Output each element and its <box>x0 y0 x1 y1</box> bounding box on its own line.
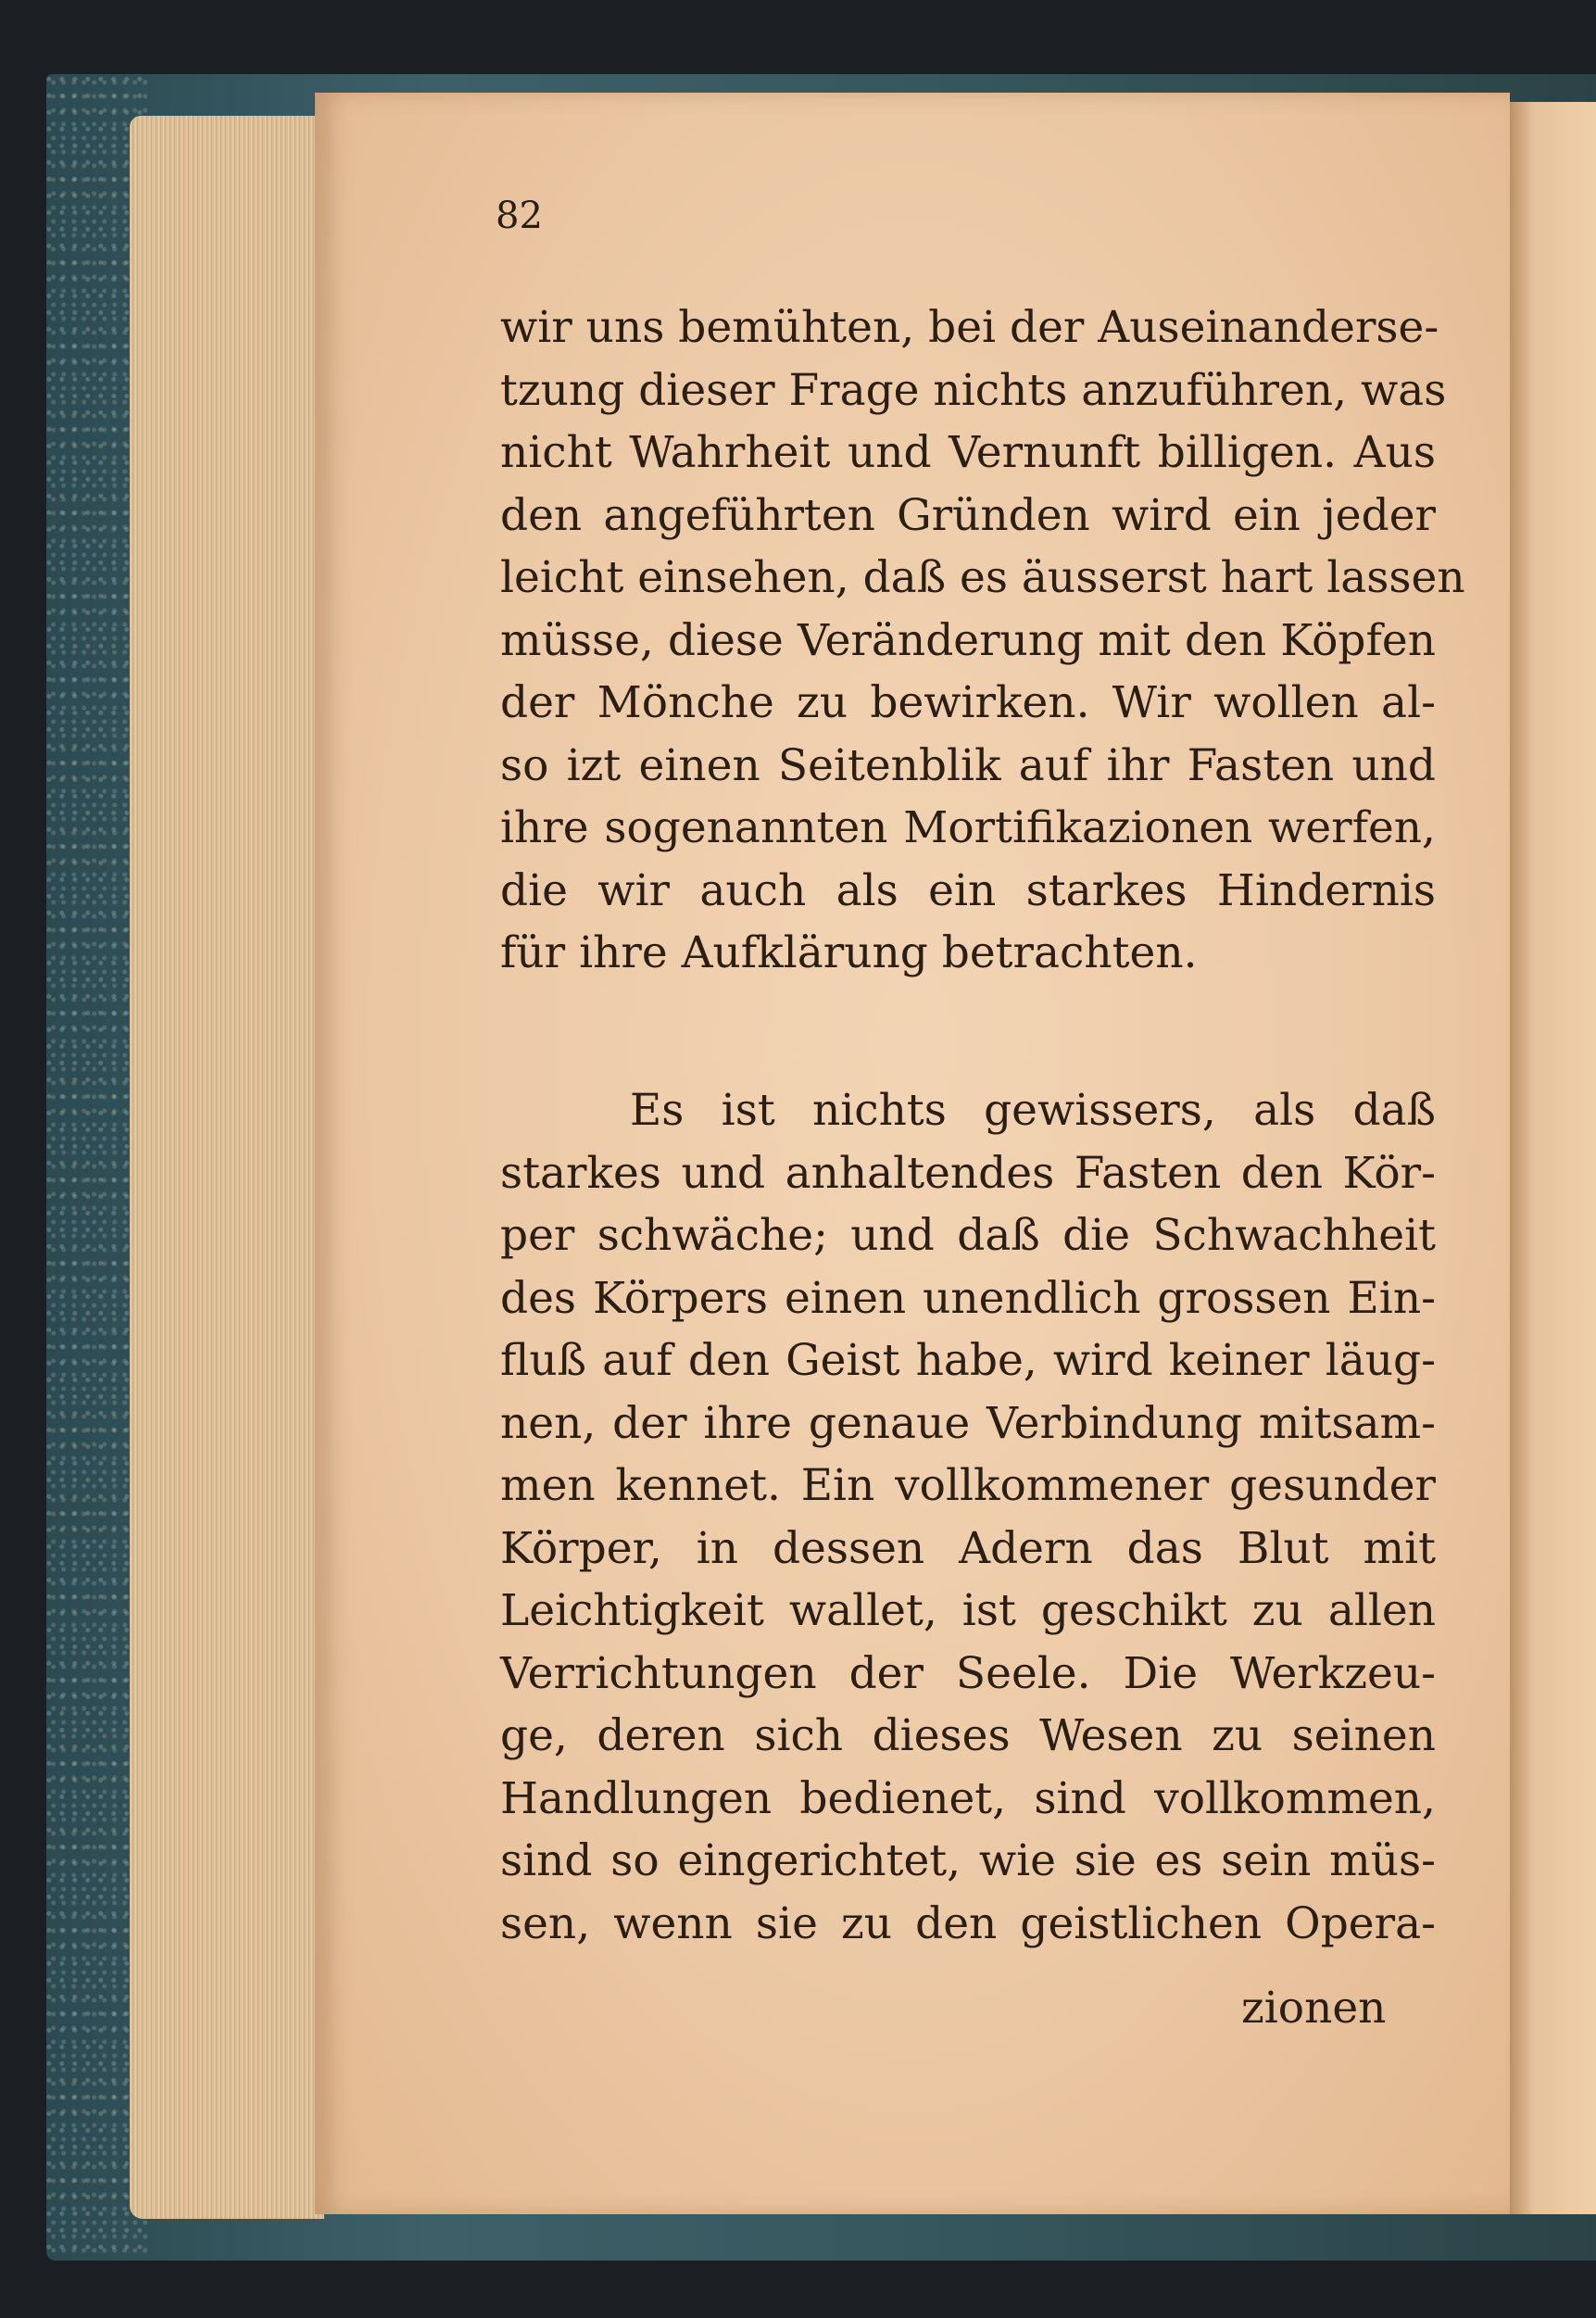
text-line: fluß auf den Geist habe, wird keiner läug- <box>500 1335 1436 1386</box>
text-line: starkes und anhaltendes Fasten den Kör- <box>500 1147 1436 1199</box>
facing-page-edge <box>1508 102 1596 2214</box>
text-line: für ihre Aufklärung betrachten. <box>500 927 1198 978</box>
text-line: Verrichtungen der Seele. Die Werkzeu- <box>500 1647 1436 1699</box>
text-line: wir uns bemühten, bei der Auseinanderse- <box>500 302 1439 353</box>
text-line: die wir auch als ein starkes Hindernis <box>500 864 1436 916</box>
paragraph-2 <box>500 1079 1436 1955</box>
text-line: müsse, diese Veränderung mit den Köpfen <box>500 614 1436 666</box>
text-line: der Mönche zu bewirken. Wir wollen al- <box>500 677 1436 728</box>
text-line: sen, wenn sie zu den geistlichen Opera- <box>500 1897 1436 1949</box>
text-line: sind so eingerichtet, wie sie es sein müs- <box>500 1835 1436 1886</box>
text-line: des Körpers einen unendlich grossen Ein- <box>500 1272 1436 1324</box>
paragraph-1 <box>500 296 1465 985</box>
text-line: Handlungen bedienet, sind vollkommen, <box>500 1772 1436 1824</box>
text-line: ge, deren sich dieses Wesen zu seinen <box>500 1710 1436 1761</box>
text-line: tzung dieser Frage nichts anzuführen, was <box>500 364 1447 416</box>
page-number: 82 <box>496 195 543 237</box>
text-line: leicht einsehen, daß es äusserst hart lassen <box>500 552 1465 603</box>
catchword: zionen <box>1241 1983 1387 2034</box>
text-line: ihre sogenannten Mortifikazionen werfen, <box>500 802 1436 853</box>
text-line: nicht Wahrheit und Vernunft billigen. Aus <box>500 427 1436 478</box>
page-stack-edges <box>130 116 324 2219</box>
text-line: nen, der ihre genaue Verbindung mitsam- <box>500 1397 1436 1449</box>
text-line: per schwäche; und daß die Schwachheit <box>500 1210 1436 1261</box>
text-line: men kennet. Ein vollkommener gesunder <box>500 1460 1436 1511</box>
text-line: Körper, in dessen Adern das Blut mit <box>500 1522 1436 1574</box>
text-line: so izt einen Seitenblik auf ihr Fasten und <box>500 739 1436 791</box>
text-line: Leichtigkeit wallet, ist geschikt zu allen <box>500 1585 1436 1636</box>
text-line: Es ist nichts gewissers, als daß <box>630 1085 1436 1136</box>
text-line: den angeführten Gründen wird ein jeder <box>500 489 1436 541</box>
